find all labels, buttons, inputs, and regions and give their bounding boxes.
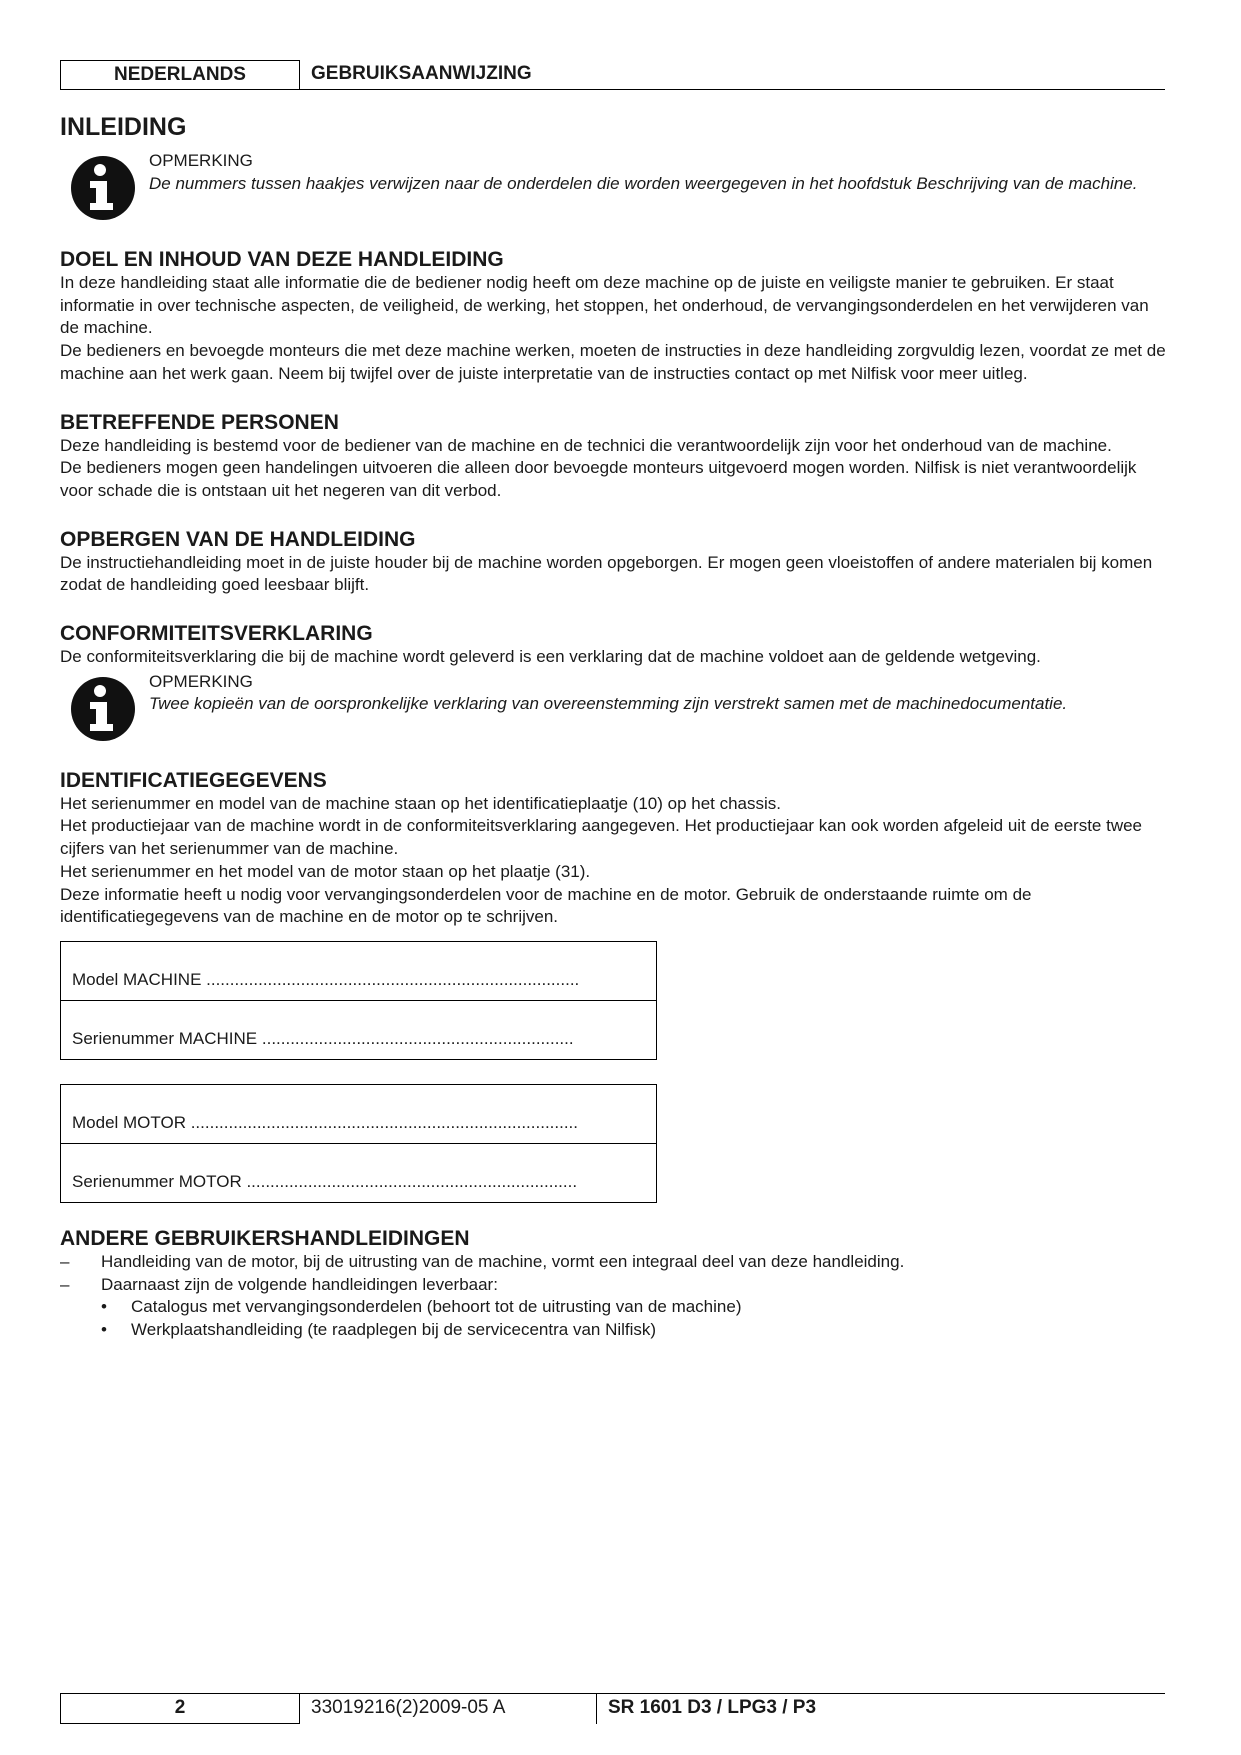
sub-list — [101, 1296, 1168, 1341]
bullet-mark: • — [101, 1297, 107, 1317]
page-header — [60, 60, 1165, 90]
machine-serial-field[interactable] — [61, 1000, 656, 1059]
info-icon — [70, 676, 136, 742]
footer-model: SR 1601 D3 / LPG3 / P3 — [608, 1697, 817, 1718]
header-title: GEBRUIKSAANWIJZING — [311, 63, 532, 84]
document-body — [60, 112, 1168, 1342]
conformiteit-paragraph-1: De conformiteitsverklaring die bij de machine wordt geleverd is een verklaring dat de machine voldoet aan de geldende wetgeving. — [60, 647, 1041, 667]
motor-id-box — [60, 1084, 657, 1203]
andere-list — [60, 1251, 1168, 1342]
sub-list-item — [101, 1296, 1168, 1319]
section-personen — [60, 411, 1168, 503]
section-identificatie — [60, 769, 1168, 1203]
section-opbergen — [60, 528, 1168, 597]
sub-list-item-text: Werkplaatshandleiding (te raadplegen bij de servicecentra van Nilfisk) — [131, 1320, 657, 1340]
list-item-text: Daarnaast zijn de volgende handleidingen leverbaar: — [101, 1274, 498, 1294]
list-item-text: Handleiding van de motor, bij de uitrusting van de machine, vormt een integraal deel van deze handleiding. — [101, 1251, 905, 1271]
dash-mark: – — [60, 1251, 70, 1271]
footer-document-code: 33019216(2)2009-05 A — [311, 1697, 506, 1718]
intro-note — [60, 150, 1168, 218]
footer-divider — [596, 1694, 597, 1724]
footer-page-number: 2 — [60, 1694, 300, 1724]
conformiteit-note — [60, 671, 1168, 739]
motor-model-field[interactable] — [61, 1085, 656, 1143]
doel-paragraph-2: De bedieners en bevoegde monteurs die met deze machine werken, moeten de instructies in deze handleiding zorgvuldig lezen, voordat ze met de machine aan het werk gaan. Neem bij twijfel over de juiste interpretatie van de instructies contact op met Nilfisk voor meer uitleg. — [60, 341, 1166, 383]
machine-serial-label: Serienummer MACHINE .................................................................. — [72, 1028, 574, 1048]
identificatie-heading: IDENTIFICATIEGEGEVENS — [60, 768, 327, 792]
opbergen-heading: OPBERGEN VAN DE HANDLEIDING — [60, 527, 416, 551]
identificatie-paragraph-2: Het productiejaar van de machine wordt in de conformiteitsverklaring aangegeven. Het productiejaar kan ook worden afgeleid uit de eerste twee cijfers van het serienummer van de machine. — [60, 816, 1143, 859]
sub-list-item — [101, 1319, 1168, 1342]
identificatie-paragraph-4: Deze informatie heeft u nodig voor vervangingsonderdelen voor de machine en de motor. Gebruik de onderstaande ruimte om de identificatiegegevens van de machine en de motor op te schrijven. — [60, 884, 1032, 927]
personen-heading: BETREFFENDE PERSONEN — [60, 410, 339, 434]
identificatie-paragraph-1: Het serienummer en model van de machine staan op het identificatieplaatje (10) op het chassis. — [60, 793, 782, 813]
info-icon — [70, 155, 136, 221]
note-text: Twee kopieën van de oorspronkelijke verklaring van overeenstemming zijn verstrekt samen met de machinedocumentatie. — [149, 694, 1068, 714]
machine-model-label: Model MACHINE ............................................................................... — [72, 969, 580, 989]
personen-paragraph-1: Deze handleiding is bestemd voor de bediener van de machine en de technici die verantwoordelijk zijn voor het onderhoud van de machine. — [60, 435, 1112, 455]
intro-heading: INLEIDING — [60, 113, 187, 141]
machine-id-box — [60, 941, 657, 1060]
note-label: OPMERKING — [149, 151, 253, 170]
personen-paragraph-2: De bedieners mogen geen handelingen uitvoeren die alleen door bevoegde monteurs uitgevoerd mogen worden. Nilfisk is niet verantwoordelijk voor schade die is ontstaan uit het negeren van dit verbod. — [60, 458, 1137, 500]
note-text: De nummers tussen haakjes verwijzen naar de onderdelen die worden weergegeven in het hoofdstuk Beschrijving van de machine. — [149, 173, 1138, 193]
section-conformiteit — [60, 622, 1168, 739]
bullet-mark: • — [101, 1320, 107, 1340]
opbergen-paragraph-1: De instructiehandleiding moet in de juiste houder bij de machine worden opgeborgen. Er mogen geen vloeistoffen of andere materialen bij komen zodat de handleiding goed leesbaar blijft. — [60, 552, 1153, 595]
motor-model-label: Model MOTOR .................................................................................. — [72, 1112, 579, 1132]
header-language: NEDERLANDS — [60, 60, 300, 89]
doel-paragraph-1: In deze handleiding staat alle informatie die de bediener nodig heeft om deze machine op de juiste en veiligste manier te gebruiken. Er staat informatie in over technische aspecten, de veiligheid, de werking, het stoppen, het onderhoud, de vervangingsonderdelen en het verwijderen van de machine. — [60, 273, 1149, 338]
list-item — [60, 1274, 1168, 1342]
doel-heading: DOEL EN INHOUD VAN DEZE HANDLEIDING — [60, 248, 504, 271]
note-label: OPMERKING — [149, 671, 253, 691]
machine-model-field[interactable] — [61, 942, 656, 1000]
list-item — [60, 1251, 1168, 1274]
andere-heading: ANDERE GEBRUIKERSHANDLEIDINGEN — [60, 1226, 470, 1250]
motor-serial-field[interactable] — [61, 1143, 656, 1202]
motor-serial-label: Serienummer MOTOR ...................................................................... — [72, 1171, 578, 1191]
page-footer — [60, 1693, 1165, 1725]
section-doel — [60, 248, 1168, 386]
identificatie-paragraph-3: Het serienummer en het model van de motor staan op het plaatje (31). — [60, 861, 591, 881]
dash-mark: – — [60, 1274, 70, 1294]
sub-list-item-text: Catalogus met vervangingsonderdelen (behoort tot de uitrusting van de machine) — [131, 1297, 742, 1317]
section-andere — [60, 1227, 1168, 1342]
conformiteit-heading: CONFORMITEITSVERKLARING — [60, 622, 373, 646]
